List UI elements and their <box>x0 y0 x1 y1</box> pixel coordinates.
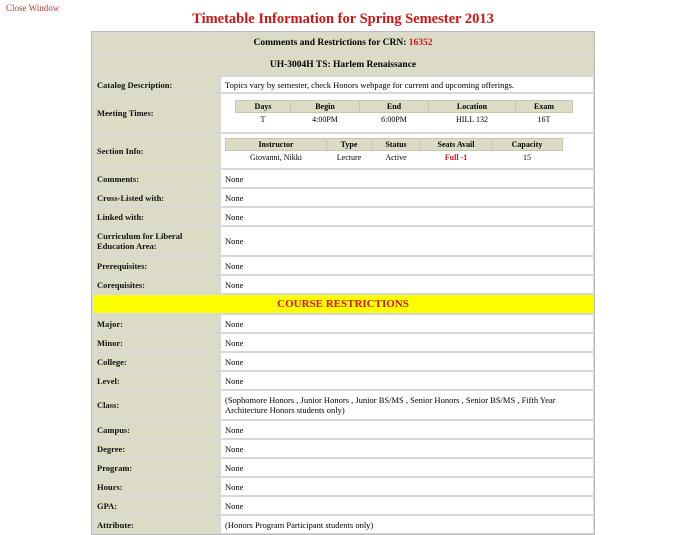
restriction-label: Program: <box>92 458 220 477</box>
meeting-times-label: Meeting Times: <box>92 93 220 133</box>
meeting-days: T <box>260 115 266 124</box>
restriction-value: (Honors Program Participant students only) <box>220 515 594 534</box>
course-title: UH-3004H TS: Harlem Renaissance <box>92 54 594 76</box>
info-row-label: Cross-Listed with: <box>92 188 220 207</box>
crn-value: 16352 <box>408 38 433 48</box>
meeting-location: HILL 132 <box>456 115 488 124</box>
restriction-value: None <box>220 333 594 352</box>
meeting-header: Days <box>236 101 291 113</box>
info-row-label: Linked with: <box>92 207 220 226</box>
info-row-value: None <box>220 226 594 256</box>
restriction-label: GPA: <box>92 496 220 515</box>
meeting-header: Begin <box>291 101 360 113</box>
info-row-value: None <box>220 256 594 275</box>
restriction-value: None <box>220 458 594 477</box>
catalog-value: Topics vary by semester, check Honors webpage for current and upcoming offerings. <box>220 76 594 93</box>
section-header: Instructor <box>226 139 327 151</box>
section-info-cell <box>220 133 594 169</box>
section-header: Status <box>372 139 421 151</box>
restriction-value: None <box>220 420 594 439</box>
info-row-label: Curriculum for Liberal Education Area: <box>92 226 220 256</box>
section-info-table <box>225 138 563 164</box>
restriction-label: College: <box>92 352 220 371</box>
restriction-label: Minor: <box>92 333 220 352</box>
restriction-label: Attribute: <box>92 515 220 534</box>
restriction-label: Hours: <box>92 477 220 496</box>
meeting-exam: 16T <box>537 115 551 124</box>
restriction-value: None <box>220 314 594 333</box>
restriction-value: (Sophomore Honors , Junior Honors , Junior BS/MS , Senior Honors , Senior BS/MS , Fifth Year Architecture Honors students only) <box>220 390 594 420</box>
meeting-begin: 4:00PM <box>312 115 338 124</box>
section-type: Lecture <box>336 153 362 162</box>
restriction-value: None <box>220 371 594 390</box>
section-header: Capacity <box>492 139 563 151</box>
meeting-header: End <box>360 101 429 113</box>
restriction-value: None <box>220 496 594 515</box>
comments-header <box>92 32 594 54</box>
restriction-label: Degree: <box>92 439 220 458</box>
info-row-value: None <box>220 169 594 188</box>
info-row-value: None <box>220 188 594 207</box>
info-row-value: None <box>220 275 594 294</box>
page-title: Timetable Information for Spring Semester 2013 <box>192 11 494 27</box>
meeting-header: Exam <box>516 101 573 113</box>
meeting-end: 6:00PM <box>381 115 407 124</box>
meeting-times-table <box>235 100 573 126</box>
meeting-header: Location <box>429 101 516 113</box>
comments-label: Comments and Restrictions for CRN: <box>253 38 407 48</box>
meeting-times-cell <box>220 93 594 133</box>
restriction-value: None <box>220 352 594 371</box>
info-row-label: Corequisites: <box>92 275 220 294</box>
info-row-label: Comments: <box>92 169 220 188</box>
restriction-label: Major: <box>92 314 220 333</box>
catalog-label: Catalog Description: <box>92 76 220 93</box>
section-status: Active <box>385 153 407 162</box>
restriction-value: None <box>220 477 594 496</box>
info-row-value: None <box>220 207 594 226</box>
restriction-label: Campus: <box>92 420 220 439</box>
restriction-label: Class: <box>92 390 220 420</box>
section-capacity: 15 <box>523 153 531 162</box>
section-header: Seats Avail <box>421 139 492 151</box>
restrictions-header: COURSE RESTRICTIONS <box>92 294 594 314</box>
restriction-label: Level: <box>92 371 220 390</box>
info-row-label: Prerequisites: <box>92 256 220 275</box>
seats-avail: Full -1 <box>444 153 468 162</box>
section-header: Type <box>327 139 372 151</box>
instructor-link[interactable]: Giovanni, Nikki <box>250 153 302 162</box>
course-info-table <box>91 31 595 535</box>
restriction-value: None <box>220 439 594 458</box>
close-window-link[interactable]: Close Window <box>6 3 60 13</box>
section-info-label: Section Info: <box>92 133 220 169</box>
